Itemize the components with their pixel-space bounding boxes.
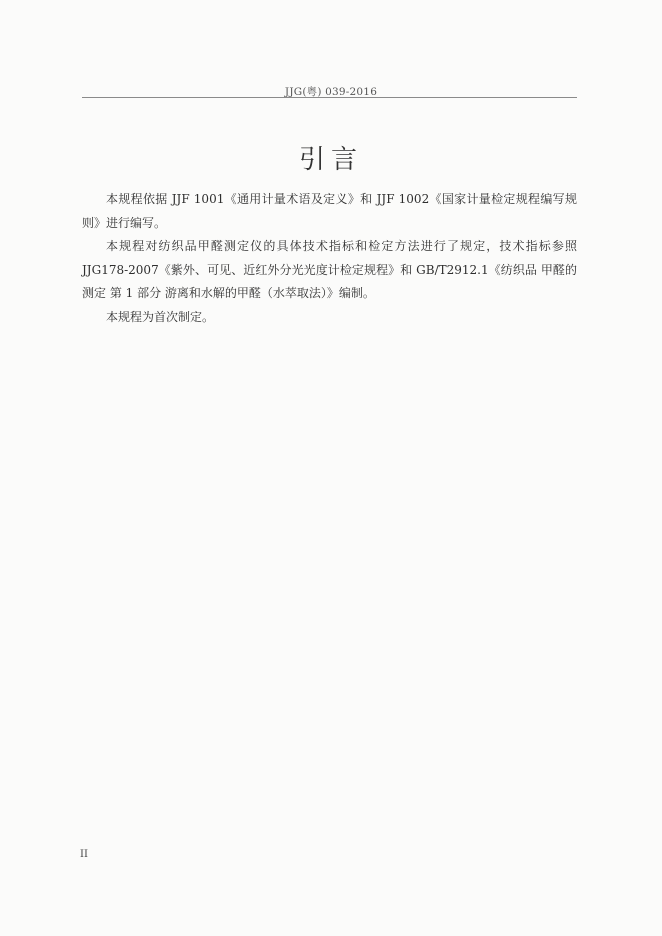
header-divider — [82, 97, 577, 98]
paragraph-first-edition: 本规程为首次制定。 — [106, 309, 215, 324]
page-title: 引言 — [298, 145, 363, 175]
paragraph-scope: 本规程对纺织品甲醛测定仪的具体技术指标和检定方法进行了规定，技术指标参照 JJG178-2007《紫外、可见、近红外分光光度计检定规程》和 GB/T2912.1《纺织品 甲醛的测定 第 1 部分 游离和水解的甲醛（水萃取法）》编制。 — [82, 239, 577, 300]
document-code-header: JJG(粤) 039-2016 — [284, 86, 378, 98]
body-text — [82, 188, 577, 329]
paragraph-basis: 本规程依据 JJF 1001《通用计量术语及定义》和 JJF 1002《国家计量检定规程编写规则》进行编写。 — [82, 192, 577, 230]
page-number: II — [80, 849, 88, 860]
